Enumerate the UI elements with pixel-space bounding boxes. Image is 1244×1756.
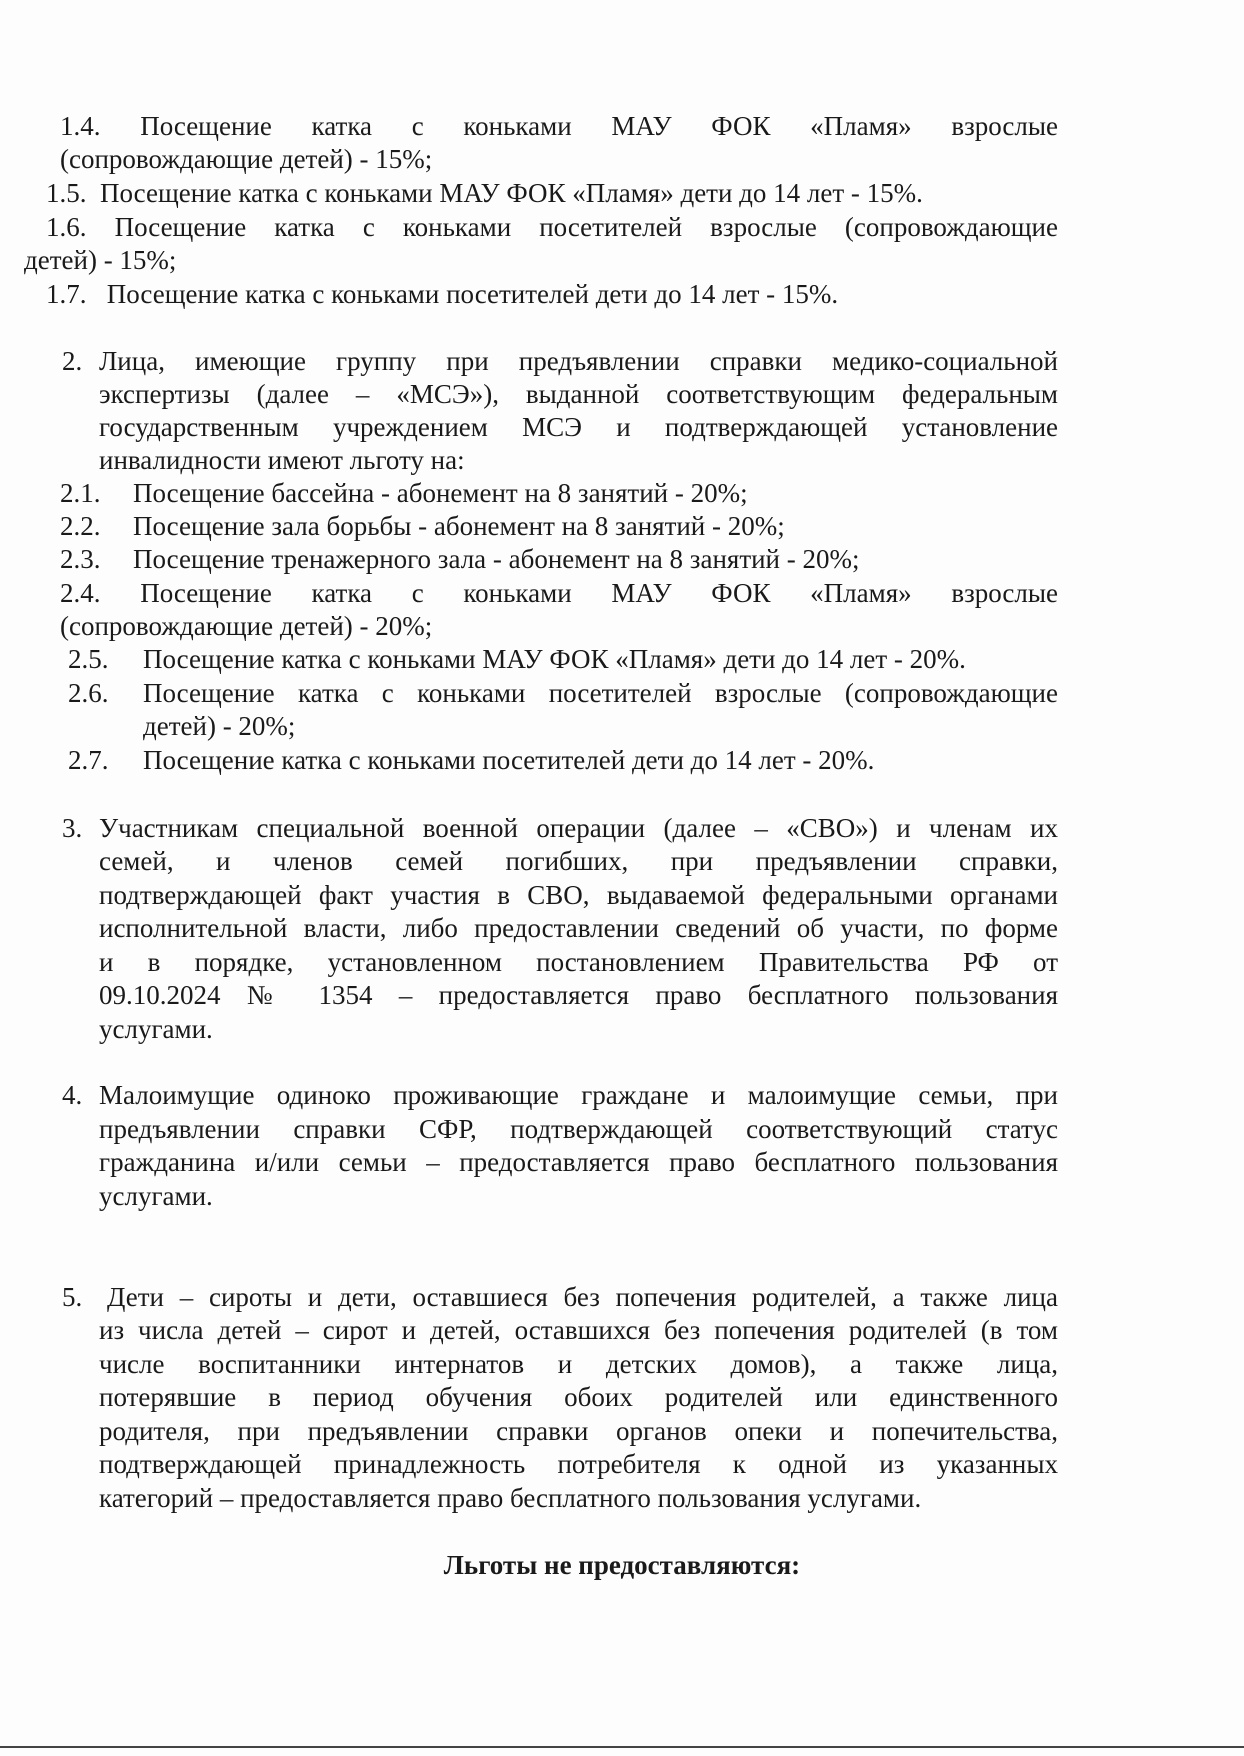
item-2-6-line-1: Посещение катка с коньками посетителей взрослые (сопровождающие	[143, 678, 1058, 708]
item-text: Посещение катка с коньками МАУ ФОК «Пламя» дети до 14 лет - 15%.	[100, 178, 923, 208]
item-5-line-4: потерявшие в период обучения обоих родителей или единственного	[99, 1382, 1058, 1412]
item-1-7	[46, 278, 838, 311]
item-2-2-number: 2.2.	[60, 511, 101, 541]
item-text: Посещение катка с коньками МАУ ФОК «Пламя» взрослые	[140, 578, 1058, 608]
item-2-number: 2.	[62, 346, 83, 376]
item-2-6-line-2: детей) - 20%;	[143, 711, 296, 741]
item-5-line-1: Дети – сироты и дети, оставшиеся без попечения родителей, а также лица	[107, 1282, 1058, 1312]
item-2-line-3: государственным учреждением МСЭ и подтверждающей установление	[99, 412, 1058, 442]
item-2-5-number: 2.5.	[68, 644, 109, 674]
item-2-2-text: Посещение зала борьбы - абонемент на 8 занятий - 20%;	[133, 511, 785, 541]
item-2-line-2: экспертизы (далее – «МСЭ»), выданной соответствующим федеральным	[99, 379, 1058, 409]
item-4-line-2: предъявлении справки СФР, подтверждающей соответствующий статус	[99, 1114, 1058, 1144]
item-3-line-5: и в порядке, установленном постановлением Правительства РФ от	[99, 947, 1058, 977]
item-1-6-line-1	[46, 211, 1058, 244]
item-5-line-6: подтверждающей принадлежность потребителя к одной из указанных	[99, 1449, 1058, 1479]
item-2-1-number: 2.1.	[60, 478, 101, 508]
item-text: Посещение катка с коньками МАУ ФОК «Пламя» взрослые	[140, 111, 1058, 141]
item-2-6-number: 2.6.	[68, 678, 109, 708]
item-2-3-number: 2.3.	[60, 544, 101, 574]
item-number: 1.4.	[60, 111, 101, 141]
item-1-6-line-2: детей) - 15%;	[24, 245, 177, 275]
item-3-line-1: Участникам специальной военной операции (далее – «СВО») и членам их	[99, 813, 1058, 843]
item-number: 1.6.	[46, 212, 87, 242]
item-1-5	[46, 177, 923, 210]
item-3-line-2: семей, и членов семей погибших, при предъявлении справки,	[99, 846, 1058, 876]
item-2-4-line-2: (сопровождающие детей) - 20%;	[60, 611, 433, 641]
item-2-7-number: 2.7.	[68, 745, 109, 775]
item-5-number: 5.	[62, 1282, 83, 1312]
item-number: 1.7.	[46, 279, 87, 309]
item-1-4-line-2: (сопровождающие детей) - 15%;	[60, 144, 433, 174]
section-heading: Льготы не предоставляются:	[443, 1550, 801, 1580]
item-2-7-text: Посещение катка с коньками посетителей дети до 14 лет - 20%.	[143, 745, 875, 775]
item-4-line-3: гражданина и/или семьи – предоставляется право бесплатного пользования	[99, 1147, 1058, 1177]
item-3-line-7: услугами.	[99, 1014, 213, 1044]
item-2-4-line-1	[60, 577, 1058, 610]
item-2-3-text: Посещение тренажерного зала - абонемент на 8 занятий - 20%;	[133, 544, 860, 574]
item-2-line-1: Лица, имеющие группу при предъявлении справки медико-социальной	[99, 346, 1058, 376]
item-5-line-7: категорий – предоставляется право бесплатного пользования услугами.	[99, 1483, 922, 1513]
item-2-line-4: инвалидности имеют льготу на:	[99, 445, 465, 475]
item-5-line-3: числе воспитанники интернатов и детских домов), а также лица,	[99, 1349, 1058, 1379]
item-3-line-6: 09.10.2024 № 1354 – предоставляется право бесплатного пользования	[99, 980, 1058, 1010]
item-text: Посещение катка с коньками посетителей взрослые (сопровождающие	[114, 212, 1058, 242]
item-1-4-line-1	[60, 110, 1058, 143]
item-2-1-text: Посещение бассейна - абонемент на 8 занятий - 20%;	[133, 478, 748, 508]
item-2-5-text: Посещение катка с коньками МАУ ФОК «Пламя» дети до 14 лет - 20%.	[143, 644, 966, 674]
item-4-line-4: услугами.	[99, 1181, 213, 1211]
item-4-number: 4.	[62, 1080, 83, 1110]
item-3-number: 3.	[62, 813, 83, 843]
item-5-line-5: родителя, при предъявлении справки органов опеки и попечительства,	[99, 1416, 1058, 1446]
item-5-line-2: из числа детей – сирот и детей, оставшихся без попечения родителей (в том	[99, 1315, 1058, 1345]
item-number: 2.4.	[60, 578, 101, 608]
item-4-line-1: Малоимущие одиноко проживающие граждане и малоимущие семьи, при	[99, 1080, 1058, 1110]
item-3-line-3: подтверждающей факт участия в СВО, выдаваемой федеральными органами	[99, 880, 1058, 910]
item-3-line-4: исполнительной власти, либо предоставлении сведений об участи, по форме	[99, 913, 1058, 943]
item-number: 1.5.	[46, 178, 87, 208]
page-bottom-edge	[0, 1746, 1244, 1748]
item-text: Посещение катка с коньками посетителей дети до 14 лет - 15%.	[106, 279, 839, 309]
